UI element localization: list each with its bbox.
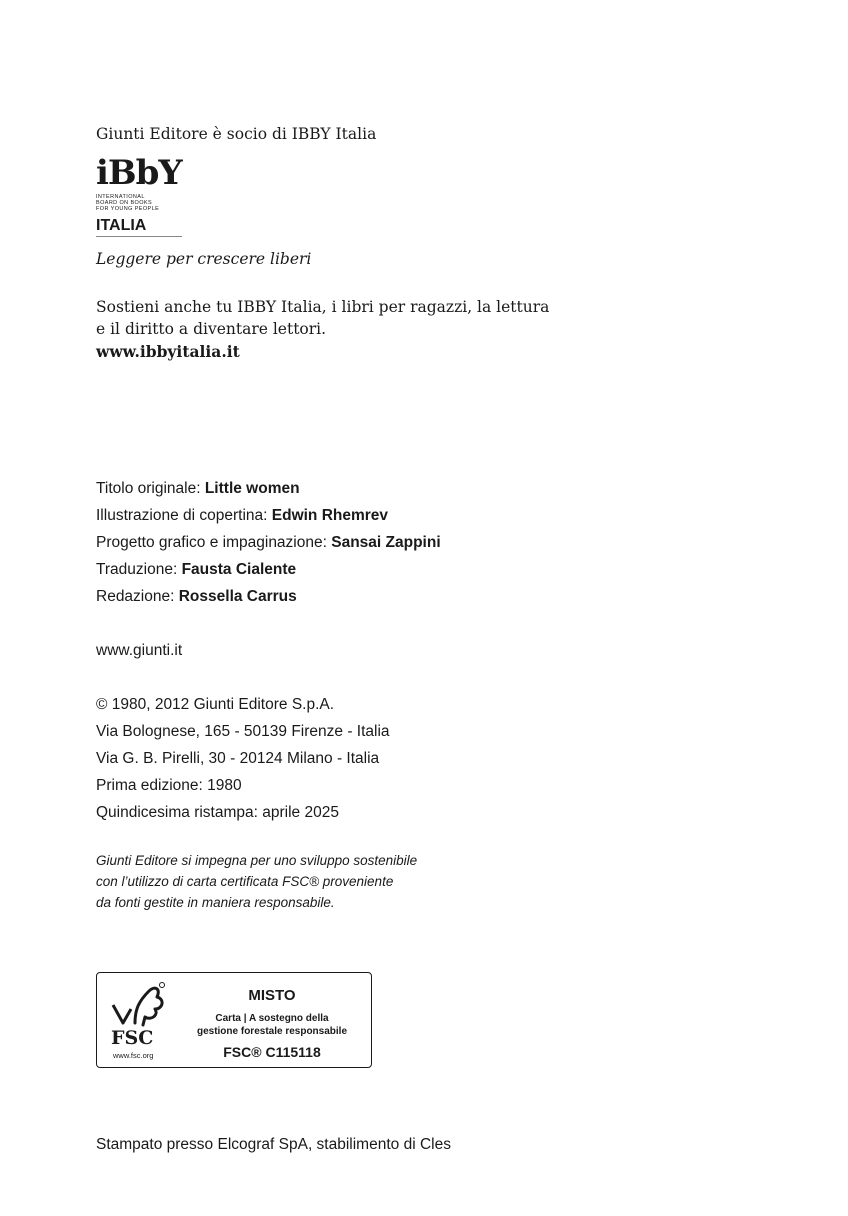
credit-value: Little women — [204, 480, 300, 497]
fsc-license-code: FSC® C115118 — [223, 1044, 321, 1060]
publisher-url-link[interactable]: www.giunti.it — [96, 642, 183, 659]
address-milan: Via G. B. Pirelli, 30 - 20124 Milano - Italia — [96, 750, 380, 767]
fsc-description-line: gestione forestale responsabile — [196, 1026, 348, 1037]
credit-editing — [96, 588, 297, 606]
credit-translation — [96, 561, 296, 579]
ibby-membership-note: Giunti Editore è socio di IBBY Italia — [96, 125, 377, 143]
credit-label: Titolo originale: — [96, 480, 205, 497]
credit-label: Traduzione: — [96, 561, 182, 578]
printer-info: Stampato presso Elcograf SpA, stabilimento di Cles — [96, 1136, 451, 1153]
credit-label: Progetto grafico e impaginazione: — [96, 534, 332, 551]
ibby-logo-sub-line: BOARD ON BOOKS — [96, 200, 153, 206]
credit-label: Redazione: — [96, 588, 179, 605]
address-florence: Via Bolognese, 165 - 50139 Firenze - Italia — [96, 723, 390, 740]
credit-graphic-design — [96, 534, 441, 552]
ibby-motto: Leggere per crescere liberi — [96, 250, 312, 268]
sustainability-note-line: con l’utilizzo di carta certificata FSC® proveniente — [96, 874, 394, 889]
credit-value: Fausta Cialente — [181, 561, 297, 578]
fsc-wordmark: FSC — [111, 1027, 154, 1049]
first-edition: Prima edizione: 1980 — [96, 777, 242, 794]
fsc-site: www.fsc.org — [113, 1051, 154, 1060]
ibby-logo-sub-line: FOR YOUNG PEOPLE — [96, 206, 160, 212]
credit-value: Sansai Zappini — [331, 534, 441, 551]
fsc-tree-icon — [105, 979, 167, 1031]
credit-label: Illustrazione di copertina: — [96, 507, 272, 524]
fsc-certification-label — [96, 972, 372, 1068]
ibby-logo-subtitle — [96, 194, 186, 212]
fsc-description-line: Carta | A sostegno della — [215, 1013, 329, 1024]
ibby-appeal-line: Sostieni anche tu IBBY Italia, i libri per ragazzi, la lettura — [96, 298, 550, 316]
ibby-url-link[interactable]: www.ibbyitalia.it — [96, 342, 240, 361]
reprint-info: Quindicesima ristampa: aprile 2025 — [96, 804, 339, 821]
credit-cover-illustration — [96, 507, 388, 525]
credit-value: Edwin Rhemrev — [271, 507, 389, 524]
ibby-appeal-line: e il diritto a diventare lettori. — [96, 320, 327, 338]
copyright-line: © 1980, 2012 Giunti Editore S.p.A. — [96, 696, 335, 713]
ibby-logo-sub-line: INTERNATIONAL — [96, 194, 145, 200]
credit-original-title — [96, 480, 300, 498]
sustainability-note-line: Giunti Editore si impegna per uno sviluppo sostenibile — [96, 853, 418, 868]
sustainability-note-line: da fonti gestite in maniera responsabile. — [96, 895, 335, 910]
ibby-logo — [96, 154, 186, 244]
ibby-logo-mark: iBbY — [96, 153, 182, 193]
credit-value: Rossella Carrus — [178, 588, 297, 605]
ibby-logo-country: ITALIA — [96, 217, 182, 237]
fsc-mix-label: MISTO — [248, 987, 296, 1004]
